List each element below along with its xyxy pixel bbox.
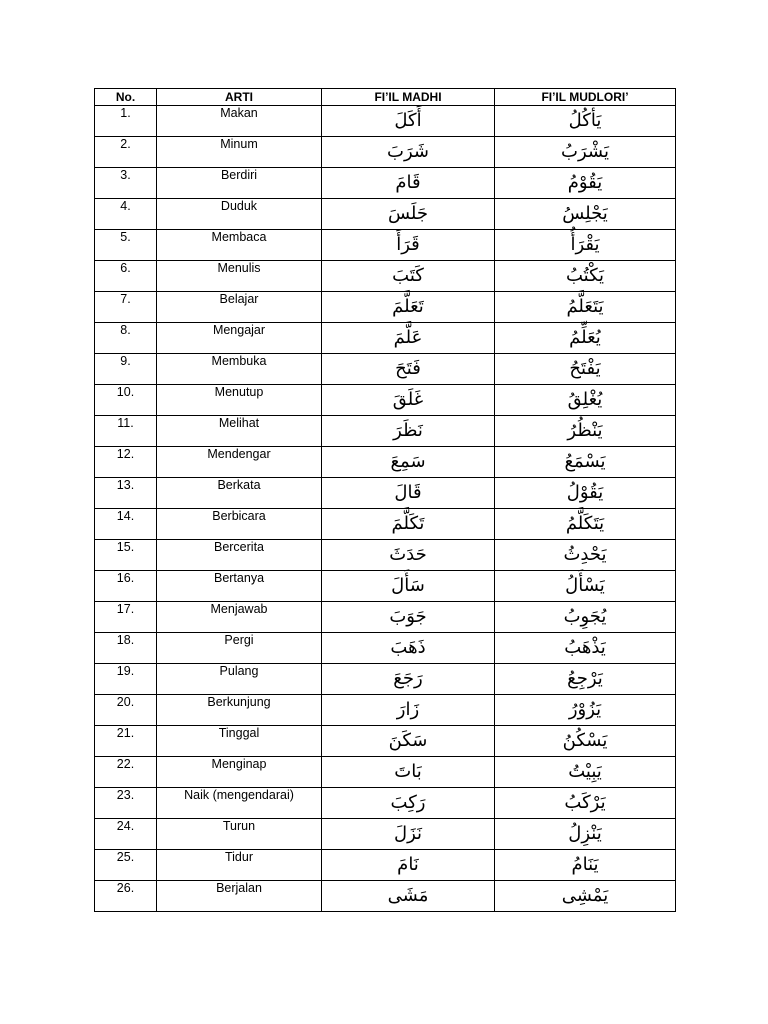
row-arti: Menjawab (157, 602, 322, 633)
table-row (95, 881, 676, 912)
row-fiil-madhi: ذَهَبَ (322, 633, 495, 664)
row-fiil-madhi: أَكَلَ (322, 106, 495, 137)
row-arti: Bertanya (157, 571, 322, 602)
row-fiil-madhi: نَزَلَ (322, 819, 495, 850)
row-fiil-madhi: تَعَلَّمَ (322, 292, 495, 323)
header-fiil-madhi: FI’IL MADHI (322, 89, 495, 106)
row-fiil-mudlori: يَنْظُرُ (495, 416, 676, 447)
row-number: 3. (95, 168, 157, 199)
row-fiil-mudlori: يُجَوِبُ (495, 602, 676, 633)
row-arti: Menutup (157, 385, 322, 416)
table-row (95, 819, 676, 850)
row-fiil-madhi: جَوَبَ (322, 602, 495, 633)
row-fiil-madhi: كَتَبَ (322, 261, 495, 292)
row-fiil-madhi: قَامَ (322, 168, 495, 199)
row-fiil-mudlori: يَكْتُبُ (495, 261, 676, 292)
row-fiil-mudlori: يَأكُلُ (495, 106, 676, 137)
table-row (95, 323, 676, 354)
table-body (95, 106, 676, 912)
row-number: 13. (95, 478, 157, 509)
row-fiil-mudlori: يَبِيْتُ (495, 757, 676, 788)
row-arti: Tinggal (157, 726, 322, 757)
table-row (95, 199, 676, 230)
row-arti: Berkunjung (157, 695, 322, 726)
row-fiil-mudlori: يَزُوْرُ (495, 695, 676, 726)
row-arti: Naik (mengendarai) (157, 788, 322, 819)
row-number: 8. (95, 323, 157, 354)
header-row (95, 89, 676, 106)
row-fiil-mudlori: يَقُوْلُ (495, 478, 676, 509)
row-arti: Bercerita (157, 540, 322, 571)
row-fiil-mudlori: يَسْمَعُ (495, 447, 676, 478)
row-number: 14. (95, 509, 157, 540)
row-number: 19. (95, 664, 157, 695)
row-number: 24. (95, 819, 157, 850)
row-fiil-mudlori: يَسْأَلُ (495, 571, 676, 602)
row-arti: Menulis (157, 261, 322, 292)
row-fiil-madhi: سَمِعَ (322, 447, 495, 478)
row-fiil-madhi: نَظَرَ (322, 416, 495, 447)
row-arti: Pergi (157, 633, 322, 664)
row-fiil-mudlori: يَذْهَبُ (495, 633, 676, 664)
row-number: 11. (95, 416, 157, 447)
row-number: 26. (95, 881, 157, 912)
table-row (95, 788, 676, 819)
table-row (95, 509, 676, 540)
row-fiil-mudlori: يَحْدِثُ (495, 540, 676, 571)
row-fiil-mudlori: يُعَلِّمُ (495, 323, 676, 354)
row-fiil-mudlori: يَنْزِلُ (495, 819, 676, 850)
row-arti: Tidur (157, 850, 322, 881)
table-row (95, 106, 676, 137)
row-arti: Menginap (157, 757, 322, 788)
row-fiil-mudlori: يُغْلِقُ (495, 385, 676, 416)
row-arti: Berkata (157, 478, 322, 509)
row-number: 25. (95, 850, 157, 881)
row-fiil-mudlori: يَنَامُ (495, 850, 676, 881)
row-fiil-madhi: سَأَلَ (322, 571, 495, 602)
row-fiil-madhi: فَتَحَ (322, 354, 495, 385)
row-arti: Membuka (157, 354, 322, 385)
row-fiil-madhi: قَالَ (322, 478, 495, 509)
table-row (95, 261, 676, 292)
row-number: 18. (95, 633, 157, 664)
table-row (95, 447, 676, 478)
row-arti: Belajar (157, 292, 322, 323)
table-row (95, 478, 676, 509)
row-fiil-madhi: زَارَ (322, 695, 495, 726)
row-fiil-mudlori: يَقْرَأُ (495, 230, 676, 261)
row-number: 5. (95, 230, 157, 261)
row-arti: Mendengar (157, 447, 322, 478)
row-arti: Pulang (157, 664, 322, 695)
table-row (95, 137, 676, 168)
row-fiil-madhi: قَرَأَ (322, 230, 495, 261)
row-number: 9. (95, 354, 157, 385)
row-number: 10. (95, 385, 157, 416)
row-fiil-mudlori: يَشْرَبُ (495, 137, 676, 168)
table-row (95, 850, 676, 881)
row-fiil-mudlori: يَجْلِسُ (495, 199, 676, 230)
row-fiil-madhi: عَلَّمَ (322, 323, 495, 354)
row-fiil-mudlori: يَقُوْمُ (495, 168, 676, 199)
row-number: 1. (95, 106, 157, 137)
row-fiil-mudlori: يَمْشِى (495, 881, 676, 912)
row-number: 17. (95, 602, 157, 633)
row-fiil-madhi: رَكِبَ (322, 788, 495, 819)
row-arti: Makan (157, 106, 322, 137)
table-row (95, 757, 676, 788)
row-number: 20. (95, 695, 157, 726)
row-arti: Berbicara (157, 509, 322, 540)
table-row (95, 664, 676, 695)
row-arti: Mengajar (157, 323, 322, 354)
row-number: 16. (95, 571, 157, 602)
table-row (95, 168, 676, 199)
row-fiil-mudlori: يَفْتَحُ (495, 354, 676, 385)
table-row (95, 354, 676, 385)
table-row (95, 416, 676, 447)
row-fiil-madhi: بَاتَ (322, 757, 495, 788)
table-row (95, 385, 676, 416)
row-fiil-madhi: نَامَ (322, 850, 495, 881)
table-row (95, 540, 676, 571)
row-fiil-mudlori: يَتَعَلَّمُ (495, 292, 676, 323)
row-arti: Membaca (157, 230, 322, 261)
header-no: No. (95, 89, 157, 106)
row-fiil-madhi: تَكَلَّمَ (322, 509, 495, 540)
row-arti: Berjalan (157, 881, 322, 912)
table-row (95, 633, 676, 664)
table-row (95, 695, 676, 726)
row-arti: Melihat (157, 416, 322, 447)
row-arti: Minum (157, 137, 322, 168)
table-row (95, 571, 676, 602)
table-row (95, 602, 676, 633)
row-fiil-mudlori: يَتَكَلَّمُ (495, 509, 676, 540)
row-fiil-mudlori: يَرْكَبُ (495, 788, 676, 819)
row-fiil-mudlori: يَرْجِعُ (495, 664, 676, 695)
header-arti: ARTI (157, 89, 322, 106)
table-row (95, 292, 676, 323)
row-number: 7. (95, 292, 157, 323)
row-fiil-madhi: جَلَسَ (322, 199, 495, 230)
row-number: 23. (95, 788, 157, 819)
row-number: 4. (95, 199, 157, 230)
row-fiil-madhi: سَكَنَ (322, 726, 495, 757)
row-number: 21. (95, 726, 157, 757)
header-fiil-mudlori: FI’IL MUDLORI’ (495, 89, 676, 106)
row-number: 15. (95, 540, 157, 571)
table-row (95, 726, 676, 757)
row-fiil-madhi: حَدَثَ (322, 540, 495, 571)
row-arti: Turun (157, 819, 322, 850)
row-arti: Duduk (157, 199, 322, 230)
row-fiil-madhi: غَلَقَ (322, 385, 495, 416)
row-fiil-madhi: رَجَعَ (322, 664, 495, 695)
verb-table (94, 88, 676, 912)
row-fiil-mudlori: يَسْكُنُ (495, 726, 676, 757)
row-fiil-madhi: مَشَى (322, 881, 495, 912)
row-number: 2. (95, 137, 157, 168)
row-number: 12. (95, 447, 157, 478)
row-arti: Berdiri (157, 168, 322, 199)
row-fiil-madhi: شَرَبَ (322, 137, 495, 168)
table-row (95, 230, 676, 261)
row-number: 22. (95, 757, 157, 788)
row-number: 6. (95, 261, 157, 292)
